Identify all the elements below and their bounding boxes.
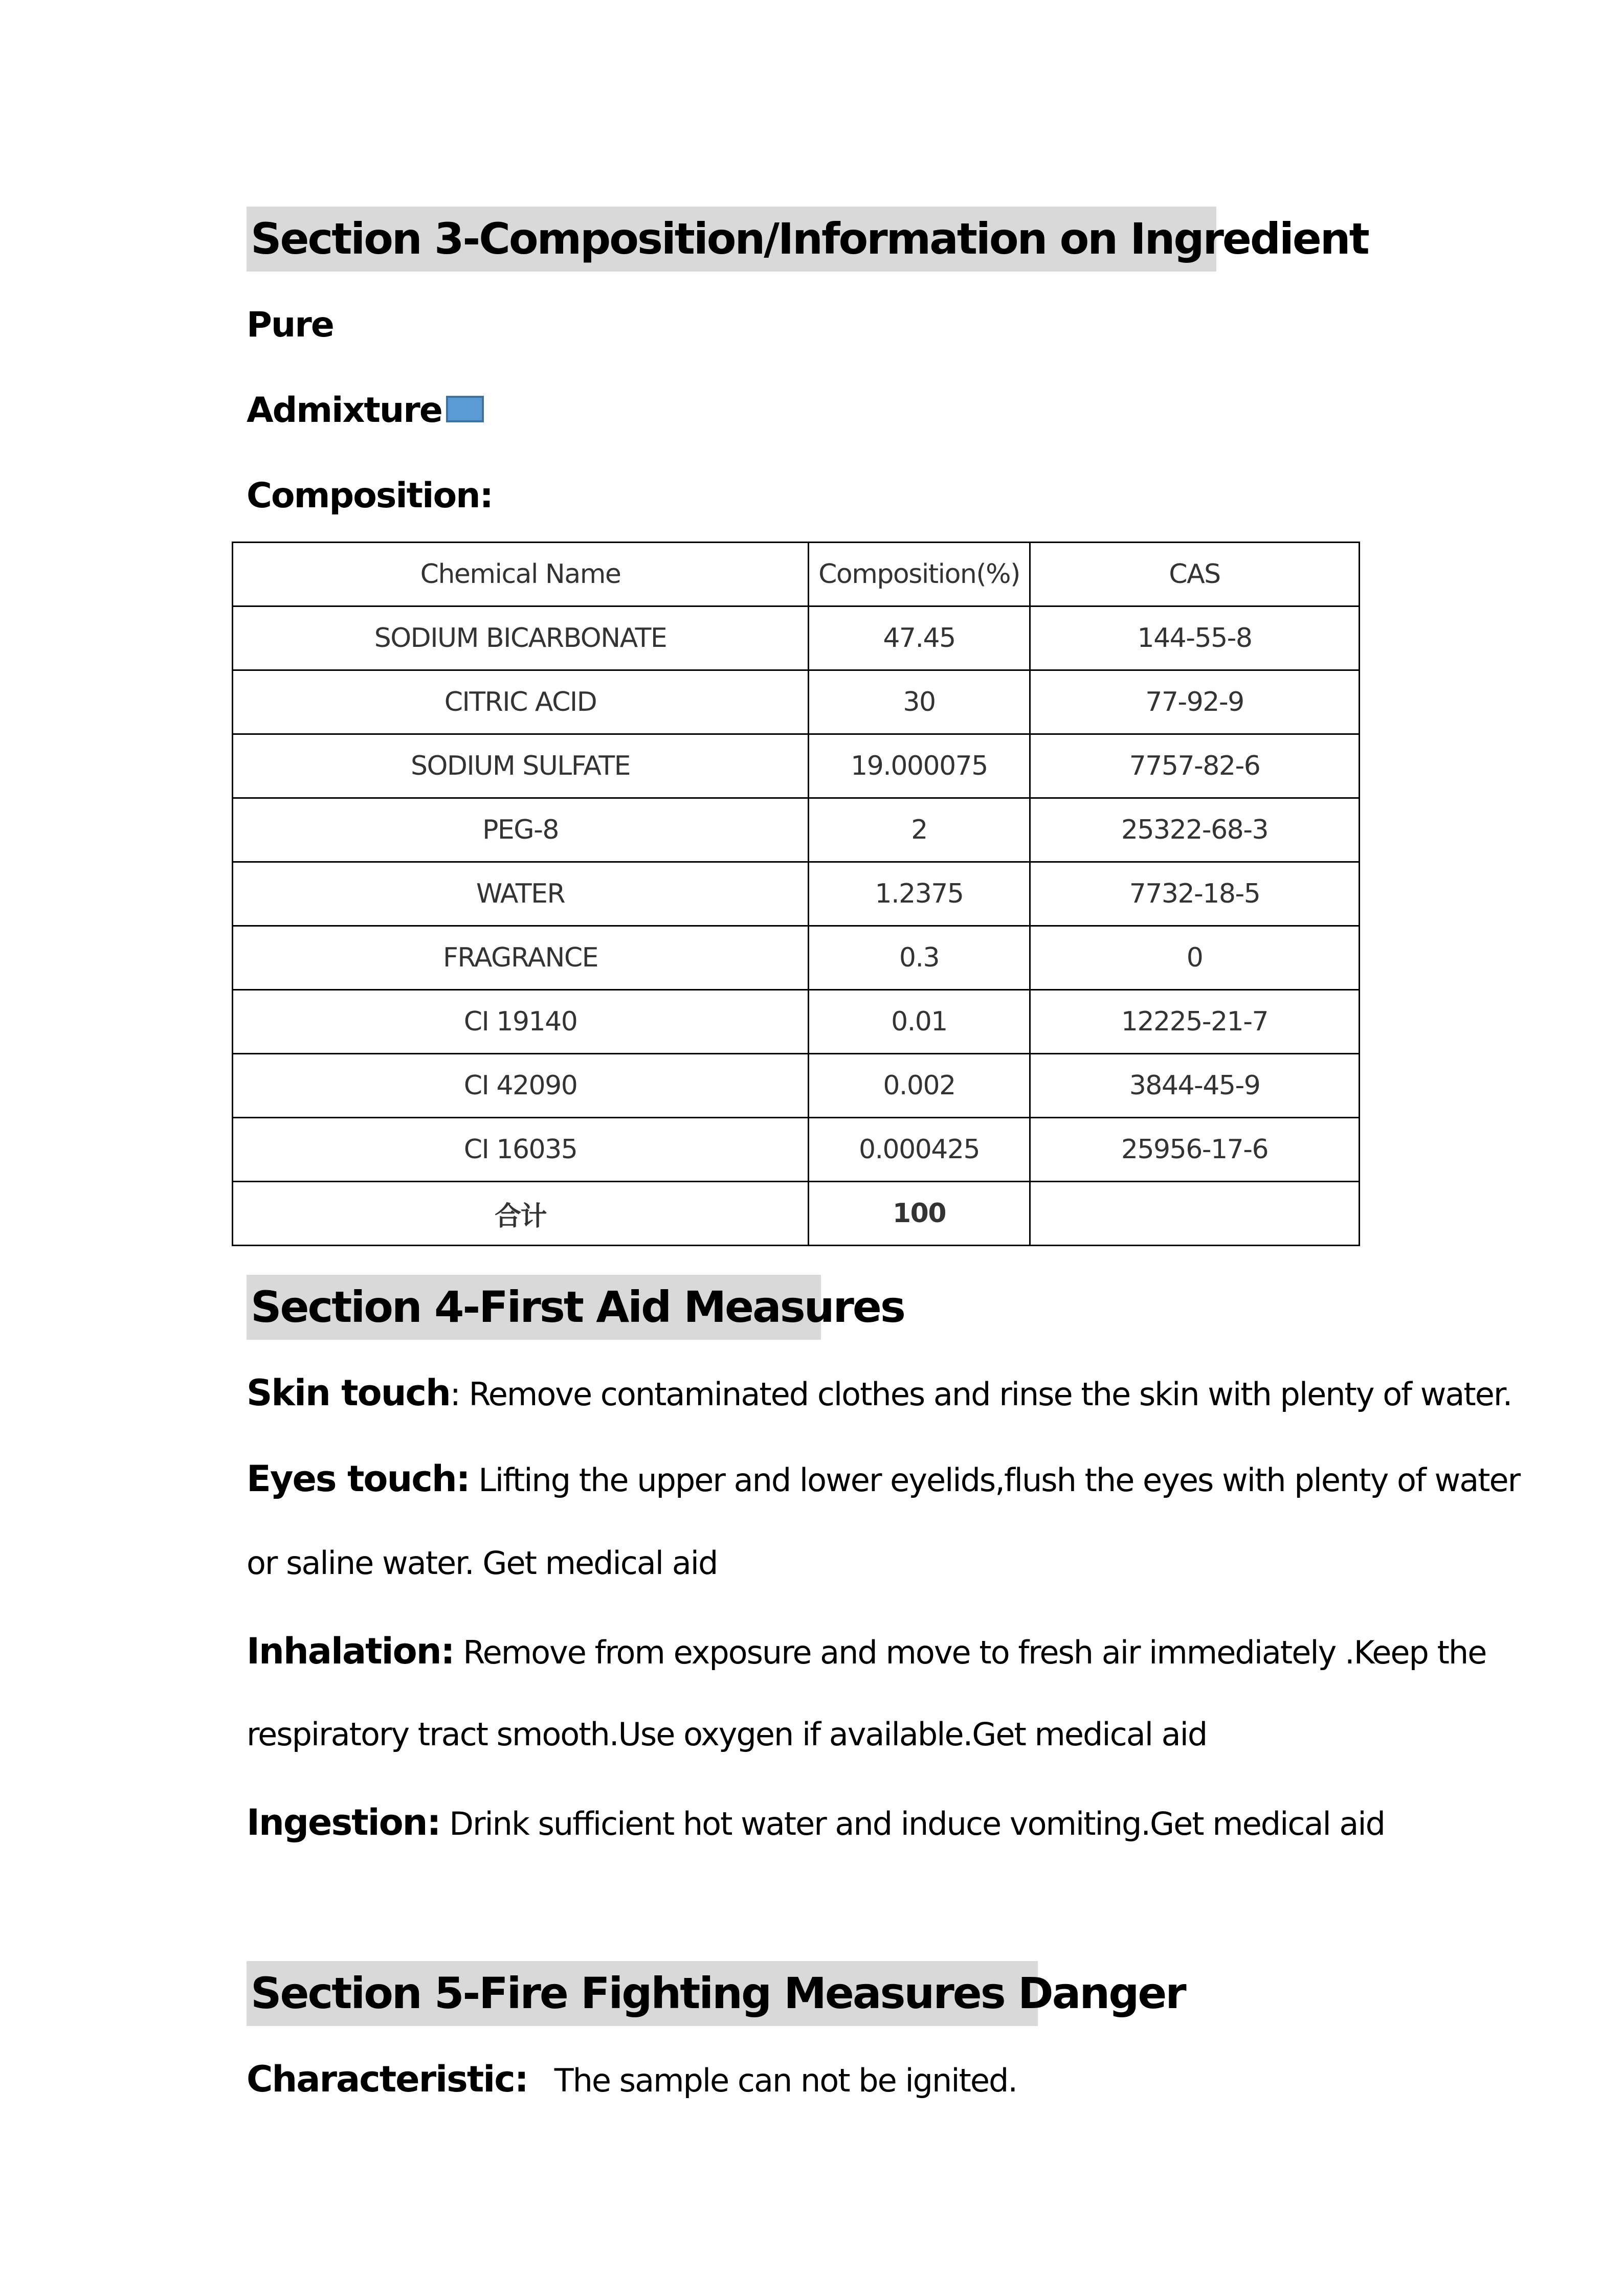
header-composition: Composition(%) [809, 543, 1030, 606]
cas-cell: 25322-68-3 [1030, 798, 1360, 862]
header-chemical-name: Chemical Name [233, 543, 809, 606]
eyes-touch-label: Eyes touch: [247, 1458, 470, 1500]
admixture-label: Admixture [247, 390, 442, 431]
admixture-checkbox-icon[interactable] [446, 396, 484, 422]
inhalation-text-continued: respiratory tract smooth.Use oxygen if available.Get medical aid [247, 1716, 1207, 1753]
cas-cell: 25956-17-6 [1030, 1118, 1360, 1182]
pure-label: Pure [247, 305, 333, 345]
composition-cell: 0.002 [809, 1054, 1030, 1118]
eyes-touch-paragraph [247, 1458, 1520, 1500]
table-row [233, 1118, 1360, 1182]
chemical-name-cell: FRAGRANCE [233, 926, 809, 990]
table-total-row [233, 1182, 1360, 1246]
table-header-row [233, 543, 1360, 606]
table-row [233, 670, 1360, 734]
eyes-touch-text-continued: or saline water. Get medical aid [247, 1544, 718, 1582]
skin-touch-text: : Remove contaminated clothes and rinse the skin with plenty of water. [450, 1376, 1512, 1413]
table-row [233, 862, 1360, 926]
cas-cell: 0 [1030, 926, 1360, 990]
cas-cell: 77-92-9 [1030, 670, 1360, 734]
chemical-name-cell: CI 16035 [233, 1118, 809, 1182]
total-value-cell: 100 [809, 1182, 1030, 1246]
composition-cell: 0.000425 [809, 1118, 1030, 1182]
table-row [233, 798, 1360, 862]
composition-label: Composition: [247, 476, 493, 516]
table-row [233, 606, 1360, 670]
composition-cell: 1.2375 [809, 862, 1030, 926]
cas-cell: 12225-21-7 [1030, 990, 1360, 1054]
cas-cell: 7757-82-6 [1030, 734, 1360, 798]
composition-cell: 2 [809, 798, 1030, 862]
chemical-name-cell: CI 42090 [233, 1054, 809, 1118]
skin-touch-paragraph [247, 1372, 1511, 1414]
composition-cell: 0.3 [809, 926, 1030, 990]
section-5-heading: Section 5-Fire Fighting Measures Danger [247, 1961, 1038, 2026]
chemical-name-cell: SODIUM SULFATE [233, 734, 809, 798]
ingestion-text: Drink sufficient hot water and induce vomiting.Get medical aid [440, 1805, 1385, 1842]
composition-table [232, 542, 1360, 1246]
inhalation-label: Inhalation: [247, 1630, 454, 1672]
skin-touch-label: Skin touch [247, 1372, 450, 1414]
composition-cell: 19.000075 [809, 734, 1030, 798]
section-4-heading: Section 4-First Aid Measures [247, 1275, 821, 1340]
chemical-name-cell: CI 19140 [233, 990, 809, 1054]
composition-cell: 30 [809, 670, 1030, 734]
chemical-name-cell: PEG-8 [233, 798, 809, 862]
cas-cell: 144-55-8 [1030, 606, 1360, 670]
composition-cell: 0.01 [809, 990, 1030, 1054]
composition-cell: 47.45 [809, 606, 1030, 670]
table-row [233, 734, 1360, 798]
characteristic-paragraph [247, 2058, 1017, 2100]
chemical-name-cell: SODIUM BICARBONATE [233, 606, 809, 670]
table-row [233, 1054, 1360, 1118]
chemical-name-cell: WATER [233, 862, 809, 926]
characteristic-label: Characteristic: [247, 2058, 528, 2100]
section-3-heading: Section 3-Composition/Information on Ingredient [247, 207, 1216, 272]
eyes-touch-text: Lifting the upper and lower eyelids,flush the eyes with plenty of water [469, 1461, 1520, 1499]
cas-cell: 7732-18-5 [1030, 862, 1360, 926]
total-label-cell: 合计 [233, 1182, 809, 1246]
characteristic-text: The sample can not be ignited. [554, 2062, 1017, 2099]
chemical-name-cell: CITRIC ACID [233, 670, 809, 734]
cas-cell: 3844-45-9 [1030, 1054, 1360, 1118]
inhalation-text: Remove from exposure and move to fresh air immediately .Keep the [454, 1634, 1486, 1671]
admixture-row [247, 390, 484, 431]
header-cas: CAS [1030, 543, 1360, 606]
ingestion-paragraph [247, 1802, 1385, 1843]
ingestion-label: Ingestion: [247, 1802, 440, 1843]
inhalation-paragraph [247, 1630, 1486, 1672]
table-row [233, 926, 1360, 990]
total-cas-cell [1030, 1182, 1360, 1246]
table-row [233, 990, 1360, 1054]
